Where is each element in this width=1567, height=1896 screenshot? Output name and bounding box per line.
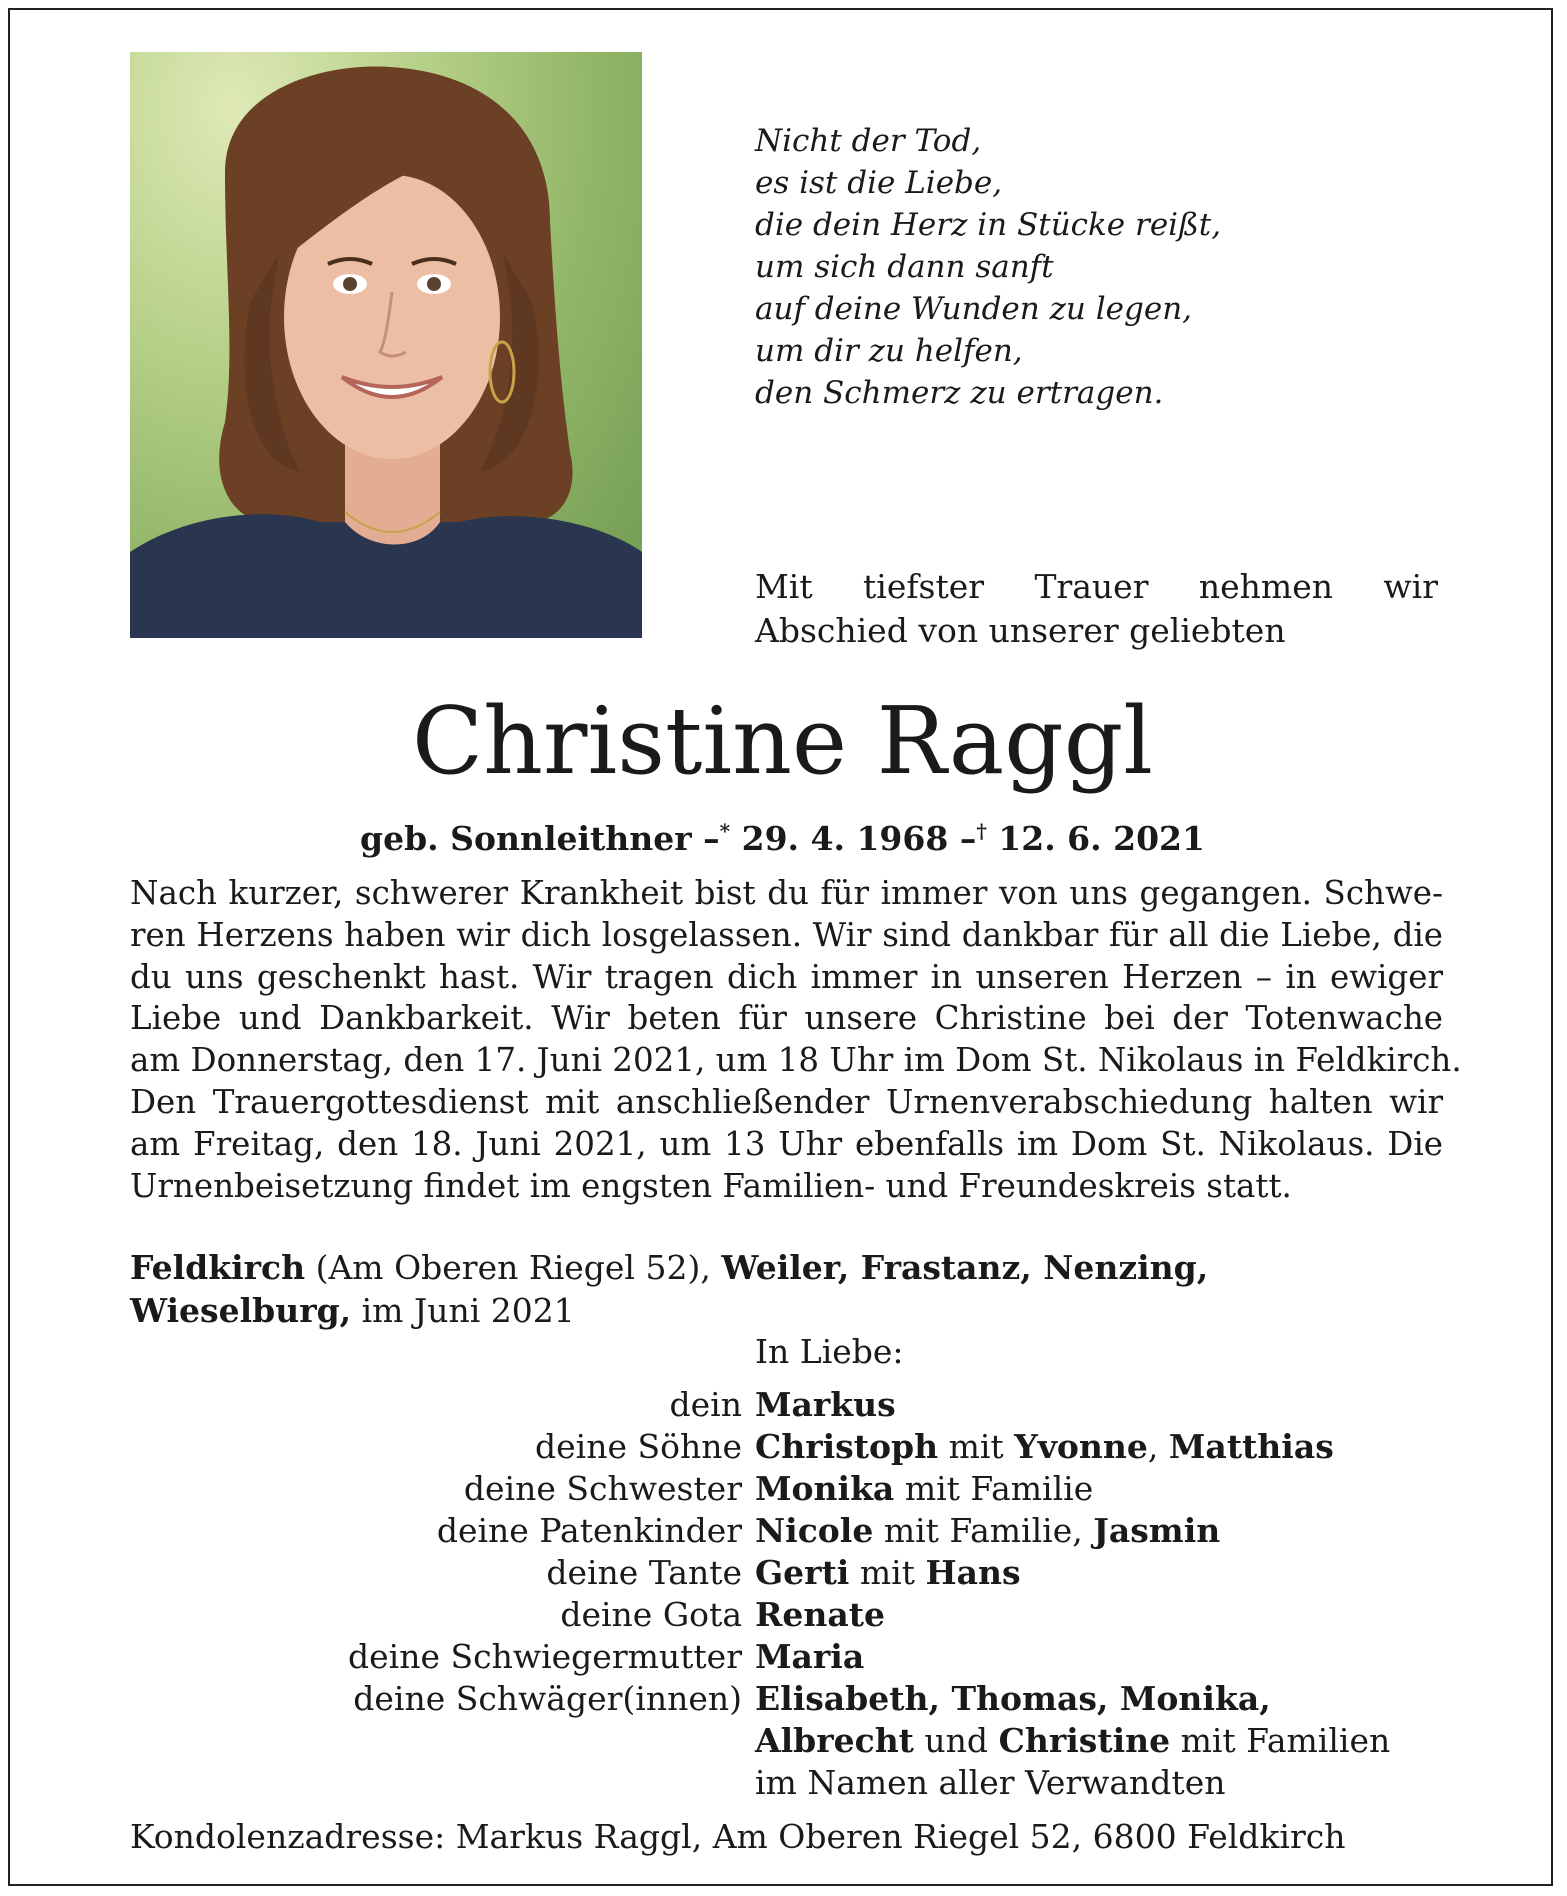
relative-connector: mit Familien (1170, 1721, 1391, 1760)
places-line (130, 1246, 1450, 1332)
relation-label: deine Patenkinder (436, 1511, 742, 1550)
places-cities: Weiler, Frastanz, Nenzing, (721, 1248, 1209, 1287)
relative-connector: mit (849, 1553, 926, 1592)
family-row (130, 1552, 1530, 1594)
obituary-text (130, 873, 1462, 1207)
relative-names (755, 1384, 896, 1426)
relative-name: Matthias (1168, 1427, 1334, 1466)
portrait-illustration (130, 52, 642, 638)
birth-death-line (10, 810, 1553, 860)
family-row (130, 1426, 1530, 1468)
place-wieselburg: Wieselburg, (130, 1291, 352, 1330)
relation-label: deine Schwiegermutter (348, 1637, 742, 1676)
intro-word: nehmen (1198, 567, 1333, 606)
places-date: im Juni 2021 (351, 1291, 575, 1330)
relative-names (755, 1468, 1093, 1510)
relative-names (755, 1510, 1220, 1552)
relative-names (755, 1636, 864, 1678)
body-line: am Donnerstag, den 17. Juni 2021, um 18 Uhr im Dom St. Nikolaus in Feldkirch. (130, 1041, 1462, 1080)
body-line: ren Herzens haben wir dich losgelassen. Wir sind dankbar für all die Liebe, die (130, 915, 1443, 954)
relative-names (755, 1720, 1390, 1762)
body-line: du uns geschenkt hast. Wir tragen dich immer in unseren Herzen – in ewiger (130, 957, 1443, 996)
relative-names (755, 1678, 1271, 1720)
relative-name: Albrecht (755, 1721, 914, 1760)
relation-label: deine Schwäger(innen) (353, 1679, 742, 1718)
relative-connector: mit Familie (894, 1469, 1094, 1508)
birth-symbol: * (719, 819, 731, 843)
body-line: am Freitag, den 18. Juni 2021, um 13 Uhr ebenfalls im Dom St. Nikolaus. Die (130, 1124, 1443, 1163)
body-line: Liebe und Dankbarkeit. Wir beten für unsere Christine bei der Totenwache (130, 999, 1443, 1038)
relative-name: Renate (755, 1595, 886, 1634)
poem-line: die dein Herz in Stücke reißt, (755, 207, 1222, 243)
family-row (130, 1762, 1530, 1804)
body-line: Nach kurzer, schwerer Krankheit bist du für immer von uns gegangen. Schwe- (130, 874, 1443, 912)
relative-names (755, 1762, 1225, 1804)
relative-connector: mit (938, 1427, 1015, 1466)
portrait-photo (130, 52, 642, 638)
relative-names (755, 1552, 1021, 1594)
poem-line: den Schmerz zu ertragen. (755, 375, 1164, 411)
intro-word: Trauer (1034, 567, 1149, 606)
relative-names (755, 1594, 885, 1636)
relative-name: Elisabeth, Thomas, Monika, (755, 1679, 1271, 1718)
relative-name: Markus (755, 1385, 896, 1424)
dash: – (703, 819, 720, 858)
relation-label: deine Schwester (463, 1469, 742, 1508)
intro-line-2: Abschied von unserer geliebten (755, 611, 1286, 650)
intro-text (755, 565, 1438, 653)
relative-name: Yvonne (1014, 1427, 1148, 1466)
relative-connector: , (1147, 1427, 1169, 1466)
family-row (130, 1468, 1530, 1510)
family-row (130, 1594, 1530, 1636)
intro-word: wir (1383, 567, 1438, 606)
body-line: Den Trauergottesdienst mit anschließender Urnenverabschiedung halten wir (130, 1082, 1443, 1121)
poem-line: es ist die Liebe, (755, 165, 1003, 201)
condolence-address: Kondolenzadresse: Markus Raggl, Am Oberen Riegel 52, 6800 Feldkirch (130, 1817, 1346, 1856)
obituary-notice (8, 8, 1553, 1886)
relative-name: Christoph (755, 1427, 939, 1466)
relation-label: deine Tante (546, 1553, 742, 1592)
birth-name: geb. Sonnleithner (360, 819, 692, 858)
relation-label: dein (669, 1385, 742, 1424)
deceased-name: Christine Raggl (411, 687, 1153, 795)
body-line: Urnenbeisetzung findet im engsten Familien- und Freundeskreis statt. (130, 1166, 1292, 1205)
death-symbol: † (976, 819, 987, 843)
relative-name: Maria (755, 1637, 865, 1676)
relation-label: deine Söhne (535, 1427, 742, 1466)
relative-name: Monika (755, 1469, 895, 1508)
family-row (130, 1510, 1530, 1552)
in-liebe-heading: In Liebe: (755, 1332, 904, 1371)
relation-label (130, 1762, 742, 1804)
place-feldkirch: Feldkirch (130, 1248, 306, 1287)
family-list (130, 1384, 1530, 1804)
poem-line: um sich dann sanft (755, 249, 1054, 285)
intro-line-1 (755, 565, 1438, 609)
poem-line: auf deine Wunden zu legen, (755, 291, 1193, 327)
places-line-1 (130, 1246, 1450, 1289)
relative-name: Jasmin (1093, 1511, 1221, 1550)
relation-label: deine Gota (560, 1595, 742, 1634)
relative-connector: mit Familie, (873, 1511, 1094, 1550)
place-address: (Am Oberen Riegel 52), (305, 1248, 722, 1287)
relative-name: Christine (998, 1721, 1171, 1760)
intro-word: tiefster (863, 567, 985, 606)
relative-name: Hans (925, 1553, 1021, 1592)
relative-name: Gerti (755, 1553, 850, 1592)
family-row (130, 1678, 1530, 1720)
poem (755, 120, 1315, 414)
poem-line: Nicht der Tod, (755, 123, 982, 159)
dash: – (959, 819, 977, 858)
death-date: 12. 6. 2021 (998, 819, 1205, 858)
family-row (130, 1636, 1530, 1678)
intro-word: Mit (755, 567, 813, 606)
poem-line: um dir zu helfen, (755, 333, 1023, 369)
relative-connector: im Namen aller Verwandten (755, 1763, 1226, 1802)
birth-date: 29. 4. 1968 (741, 819, 949, 858)
relative-connector: und (913, 1721, 999, 1760)
relative-name: Nicole (755, 1511, 874, 1550)
family-row (130, 1384, 1530, 1426)
family-row (130, 1720, 1530, 1762)
relative-names (755, 1426, 1334, 1468)
relation-label (130, 1720, 742, 1762)
places-line-2 (130, 1289, 1450, 1332)
